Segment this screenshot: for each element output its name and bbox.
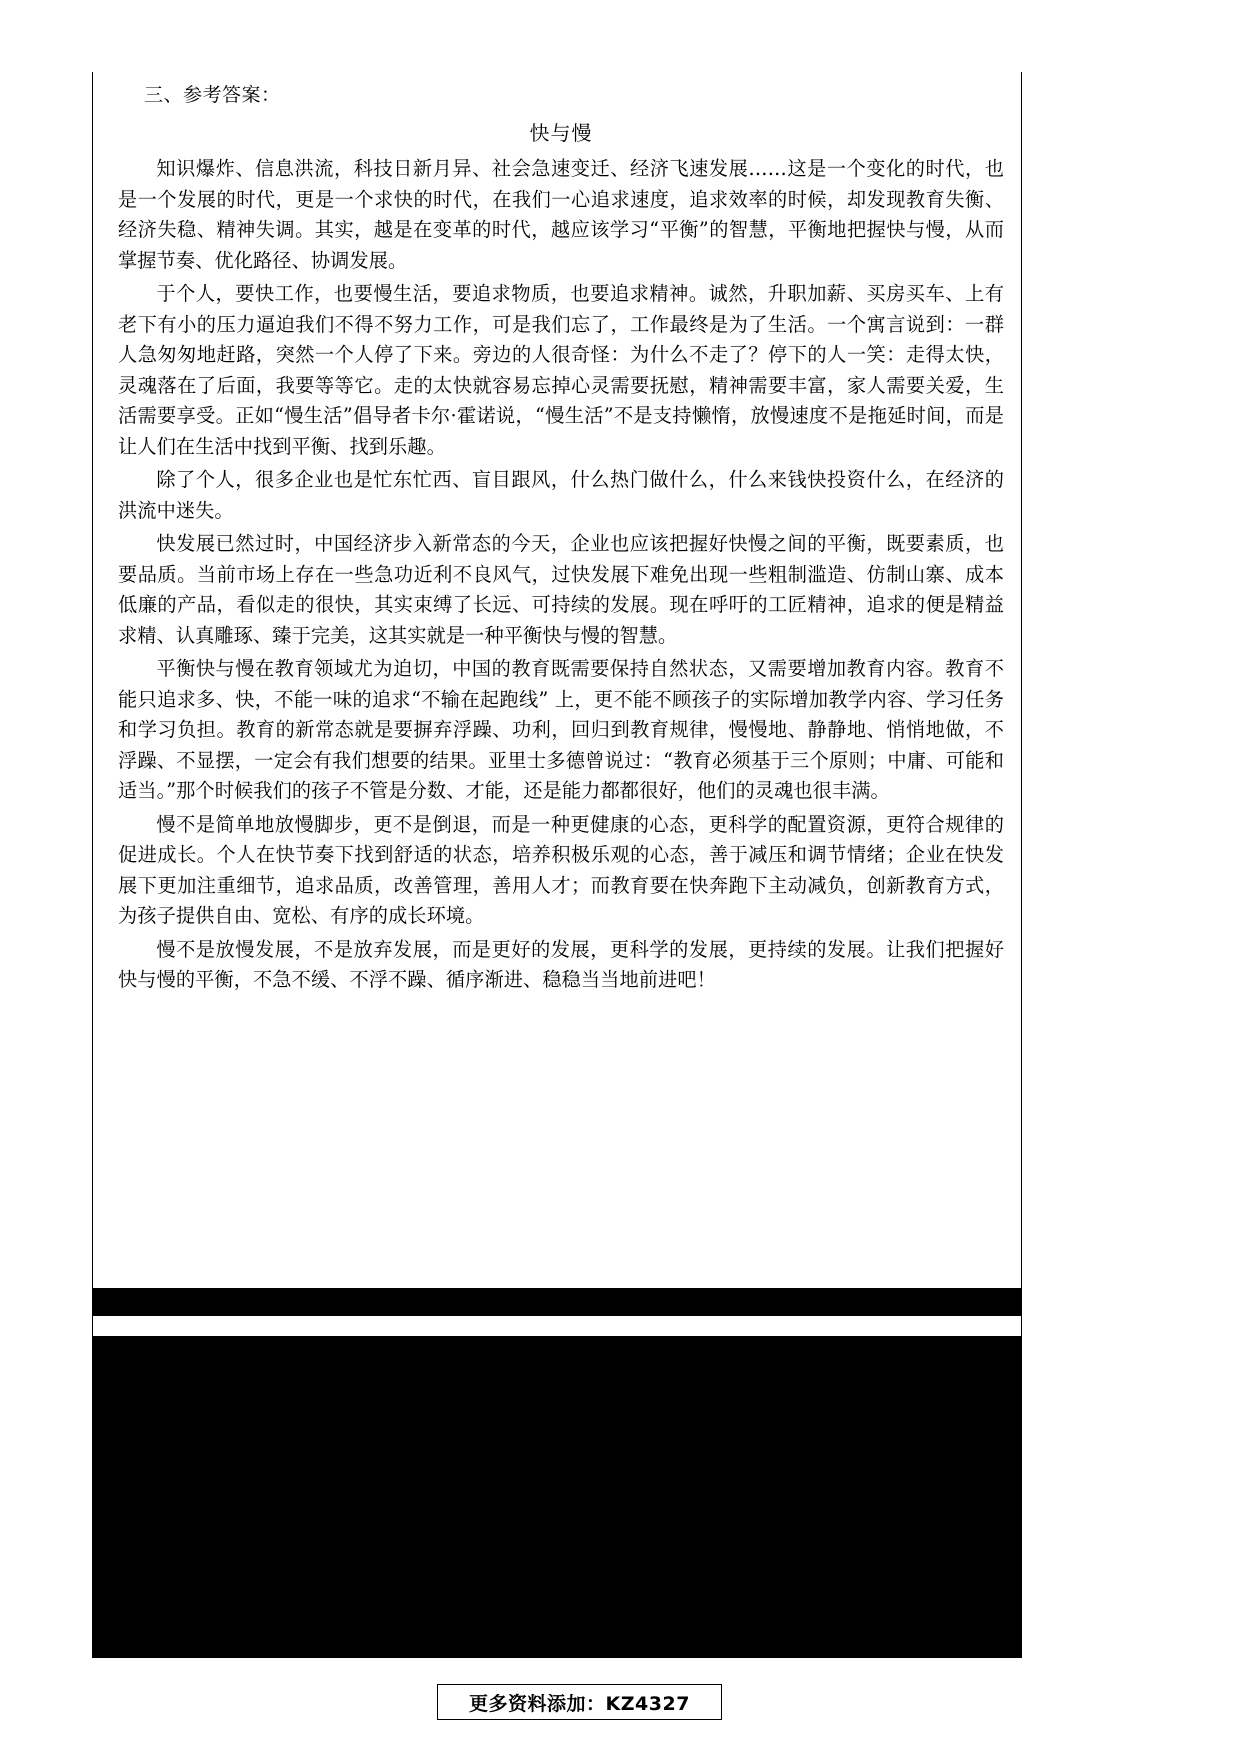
section-heading: 三、参考答案： (144, 84, 281, 106)
paragraph: 快发展已然过时，中国经济步入新常态的今天，企业也应该把握好快慢之间的平衡，既要素质，也要品质。当前市场上存在一些急功近利不良风气，过快发展下难免出现一些粗制滥造、仿制山寨、成本低廉的产品，看似走的很快，其实束缚了长远、可持续的发展。现在呼吁的工匠精神，追求的便是精益求精、认真雕琢、臻于完美，这其实就是一种平衡快与慢的智慧。 (118, 532, 1004, 647)
paragraph: 于个人，要快工作，也要慢生活，要追求物质，也要追求精神。诚然，升职加薪、买房买车、上有老下有小的压力逼迫我们不得不努力工作，可是我们忘了，工作最终是为了生活。一个寓言说到：一群人急匆匆地赶路，突然一个人停了下来。旁边的人很奇怪：为什么不走了？停下的人一笑：走得太快，灵魂落在了后面，我要等等它。走的太快就容易忘掉心灵需要抚慰，精神需要丰富，家人需要关爱，生活需要享受。正如“慢生活”倡导者卡尔·霍诺说，“慢生活”不是支持懒惰，放慢速度不是拖延时间，而是让人们在生活中找到平衡、找到乐趣。 (118, 282, 1004, 458)
paragraph: 除了个人，很多企业也是忙东忙西、盲目跟风，什么热门做什么，什么来钱快投资什么，在经济的洪流中迷失。 (118, 468, 1004, 522)
document-body (104, 80, 1016, 999)
paragraph: 慢不是放慢发展，不是放弃发展，而是更好的发展，更科学的发展，更持续的发展。让我们把握好快与慢的平衡，不急不缓、不浮不躁、循序渐进、稳稳当当地前进吧！ (118, 937, 1004, 991)
paragraph: 平衡快与慢在教育领域尤为迫切，中国的教育既需要保持自然状态，又需要增加教育内容。教育不能只追求多、快，不能一味的追求“不输在起跑线” 上，更不能不顾孩子的实际增加教学内容、学习任务和学习负担。教育的新常态就是要摒弃浮躁、功利，回归到教育规律，慢慢地、静静地、悄悄地做，不浮躁、不显摆，一定会有我们想要的结果。亚里士多德曾说过：“教育必须基于三个原则；中庸、可能和适当。”那个时候我们的孩子不管是分数、才能，还是能力都都很好，他们的灵魂也很丰满。 (118, 657, 1004, 802)
redaction-block (92, 1336, 1022, 1658)
footer-stamp-label: 更多资料添加：KZ4327 (469, 1692, 690, 1715)
paragraph: 知识爆炸、信息洪流，科技日新月异、社会急速变迁、经济飞速发展……这是一个变化的时代，也是一个发展的时代，更是一个求快的时代，在我们一心追求速度，追求效率的时候，却发现教育失衡、经济失稳、精神失调。其实，越是在变革的时代，越应该学习“平衡”的智慧，平衡地把握快与慢，从而掌握节奏、优化路径、协调发展。 (118, 157, 1004, 272)
redaction-bar (92, 1288, 1022, 1316)
footer-stamp (437, 1684, 722, 1720)
page-title: 快与慢 (529, 121, 593, 145)
paragraph: 慢不是简单地放慢脚步，更不是倒退，而是一种更健康的心态，更科学的配置资源，更符合规律的促进成长。个人在快节奏下找到舒适的状态，培养积极乐观的心态，善于减压和调节情绪；企业在快发展下更加注重细节，追求品质，改善管理，善用人才；而教育要在快奔跑下主动减负，创新教育方式，为孩子提供自由、宽松、有序的成长环境。 (118, 812, 1004, 927)
